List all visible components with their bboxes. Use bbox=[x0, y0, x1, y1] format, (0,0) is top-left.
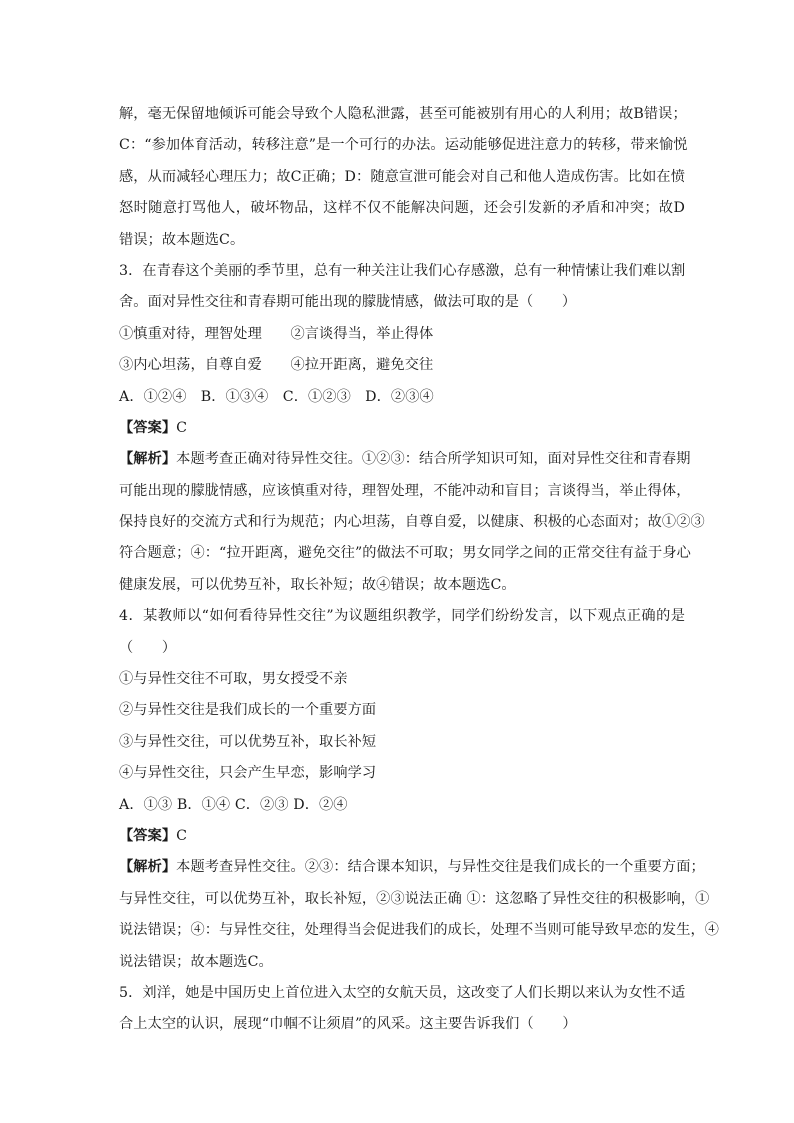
text-line: 3．在青春这个美丽的季节里，总有一种关注让我们心存感激，总有一种情愫让我们难以割 bbox=[119, 262, 686, 279]
text-line: A．①③ B．①④ C．②③ D．②④ bbox=[119, 796, 348, 813]
text-line: 说法错误；④：与异性交往，处理得当会促进我们的成长，处理不当则可能导致早恋的发生，④ bbox=[119, 922, 720, 939]
analysis-label: 【解析】 bbox=[119, 451, 177, 468]
line-text: C bbox=[176, 827, 188, 844]
line-text: C bbox=[176, 419, 188, 436]
text-line: ②与异性交往是我们成长的一个重要方面 bbox=[119, 702, 377, 719]
text-line: 健康发展，可以优势互补，取长补短；故④错误；故本题选C。 bbox=[119, 576, 516, 593]
text-line bbox=[119, 413, 685, 444]
document-body bbox=[119, 99, 720, 1041]
text-line: 符合题意；④：“拉开距离，避免交往”的做法不可取；男女同学之间的正常交往有益于身心 bbox=[119, 545, 691, 562]
text-line: ①与异性交往不可取，男女授受不亲 bbox=[119, 671, 348, 688]
text-line: 5．刘洋，她是中国历史上首位进入太空的女航天员，这改变了人们长期以来认为女性不适 bbox=[119, 984, 686, 1001]
text-line: 保持良好的交流方式和行为规范；内心坦荡，自尊自爱，以健康、积极的心态面对；故①②③ bbox=[119, 514, 705, 531]
text-line: 与异性交往，可以优势互补，取长补短，②③说法正确 ①：这忽略了异性交往的积极影响，① bbox=[119, 890, 710, 907]
text-line: 合上太空的认识，展现“巾帼不让须眉”的风采。这主要告诉我们（ ） bbox=[119, 1016, 577, 1033]
text-line: ③内心坦荡，自尊自爱 ④拉开距离，避免交往 bbox=[119, 357, 434, 374]
text-line bbox=[119, 852, 705, 883]
text-line: ④与异性交往，只会产生早恋，影响学习 bbox=[119, 765, 377, 782]
text-line: 说法错误；故本题选C。 bbox=[119, 953, 273, 970]
text-line: 解，毫无保留地倾诉可能会导致个人隐私泄露，甚至可能被别有用心的人利用；故B错误； bbox=[119, 106, 687, 122]
text-line bbox=[119, 821, 685, 852]
text-line: 怒时随意打骂他人，破坏物品，这样不仅不能解决问题，还会引发新的矛盾和冲突；故D bbox=[119, 200, 685, 217]
answer-label: 【答案】 bbox=[119, 827, 177, 844]
answer-label: 【答案】 bbox=[119, 419, 177, 436]
text-line: 4．某教师以“如何看待异性交往”为议题组织教学，同学们纷纷发言，以下观点正确的是 bbox=[119, 608, 685, 625]
text-line: A．①②④ B．①③④ C．①②③ D．②③④ bbox=[119, 388, 434, 405]
text-line: 感，从而减轻心理压力；故C正确；D：随意宣泄可能会对自己和他人造成伤害。比如在愤 bbox=[119, 168, 685, 185]
line-text: 本题考查异性交往。②③：结合课本知识，与异性交往是我们成长的一个重要方面； bbox=[176, 859, 705, 876]
text-line: （ ） bbox=[119, 639, 177, 656]
text-line: 错误；故本题选C。 bbox=[119, 231, 245, 248]
line-text: 本题考查正确对待异性交往。①②③：结合所学知识可知，面对异性交往和青春期 bbox=[176, 451, 691, 468]
text-line: ③与异性交往，可以优势互补，取长补短 bbox=[119, 733, 377, 750]
text-line: 可能出现的朦胧情感，应该慎重对待，理智处理，不能冲动和盲目；言谈得当，举止得体， bbox=[119, 482, 691, 499]
text-line: 舍。面对异性交往和青春期可能出现的朦胧情感，做法可取的是（ ） bbox=[119, 294, 577, 311]
text-line: ①慎重对待，理智处理 ②言谈得当，举止得体 bbox=[119, 325, 434, 342]
text-line: C：“参加体育活动，转移注意”是一个可行的办法。运动能够促进注意力的转移，带来愉悦 bbox=[119, 137, 688, 154]
text-line bbox=[119, 444, 691, 475]
analysis-label: 【解析】 bbox=[119, 859, 177, 876]
